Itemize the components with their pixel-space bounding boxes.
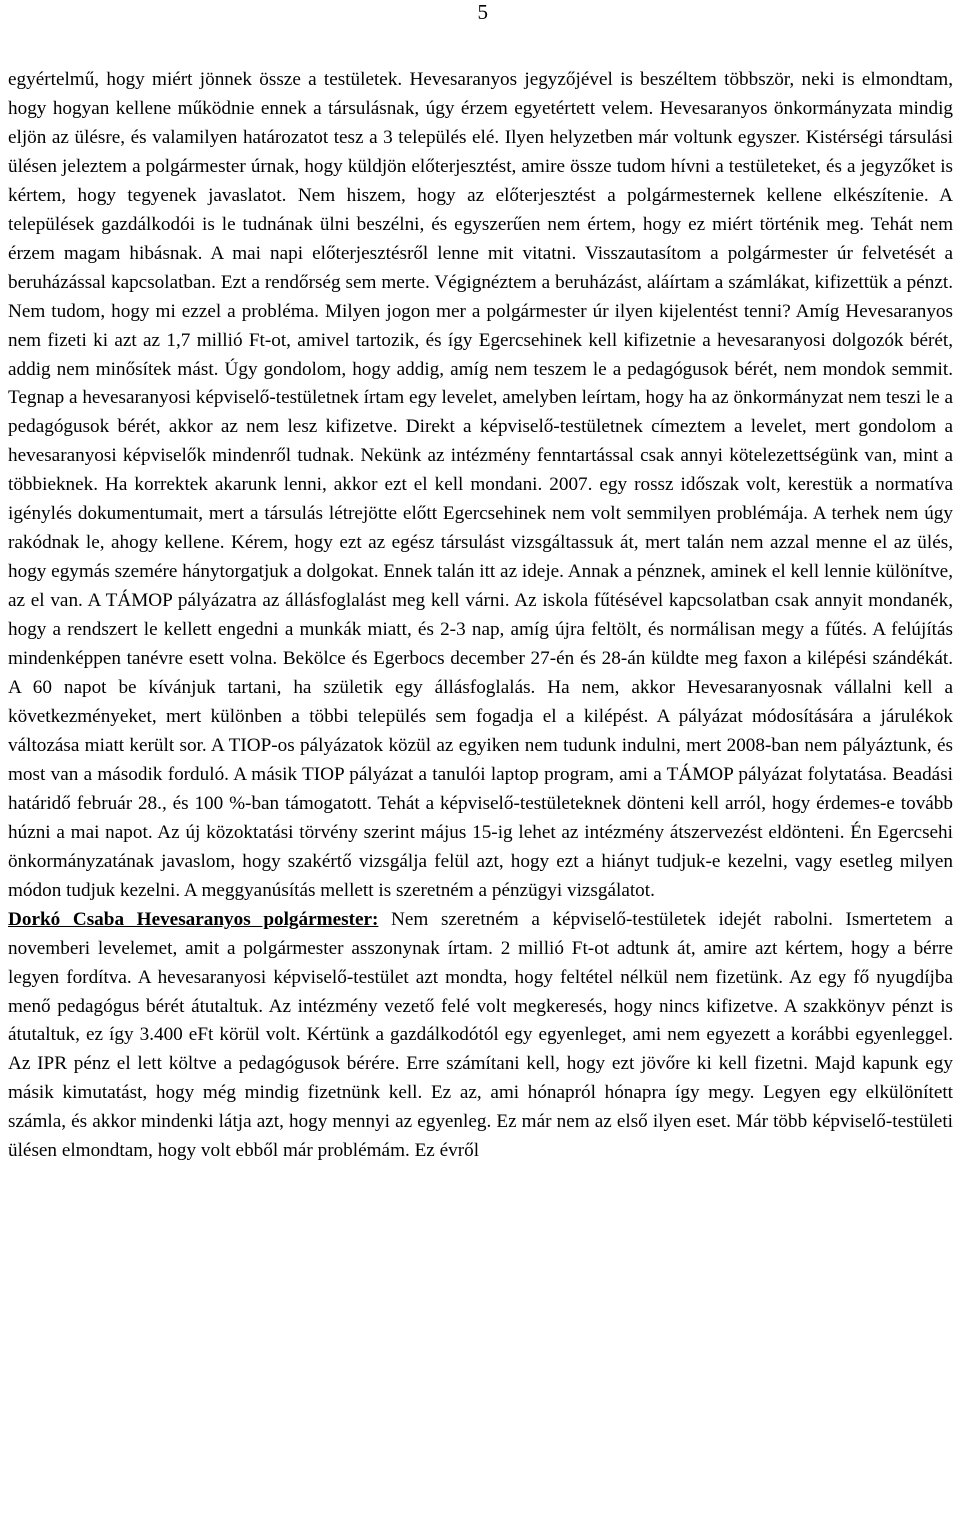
paragraph-2 — [8, 906, 953, 1167]
page-number: 5 — [477, 0, 488, 24]
speaker-name: Dorkó Csaba Hevesaranyos polgármester: — [8, 908, 379, 930]
document-body — [8, 66, 953, 1166]
paragraph-1 — [8, 66, 953, 906]
paragraph-text: Nem szeretném a képviselő-testületek idejét rabolni. Ismertetem a novemberi levelemet, amit a polgármester asszonynak írtam. 2 millió Ft-ot adtunk át, amire azt kértem, hogy a bérre legyen fordítva. A hevesaranyosi képviselő-testület azt mondta, hogy feltétel nélkül nem fizetünk. Az egy fő nyugdíjba menő pedagógus bérét átutaltuk. Az intézmény vezető felé volt megkeresés, hogy nincs kifizetve. A szakkönyv pénzt is átutaltuk, ez így 3.400 eFt körül volt. Kértünk a gazdálkodótól egy egyenleget, ami nem egyezett a korábbi egyenleggel. Az IPR pénz el lett költve a pedagógusok bérére. Erre számítani kell, hogy ezt jövőre ki kell fizetni. Majd kapunk egy másik kimutatást, hogy még mindig fizetnünk kell. Ez az, ami hónapról hónapra így megy. Legyen egy elkülönített számla, és akkor mindenki látja azt, hogy mennyi az egyenleg. Ez már nem az első ilyen eset. Már több képviselő-testületi ülésen elmondtam, hogy volt ebből már problémám. Ez évről — [8, 908, 953, 1162]
paragraph-text: egyértelmű, hogy miért jönnek össze a testületek. Hevesaranyos jegyzőjével is beszéltem többször, neki is elmondtam, hogy hogyan kellene működnie ennek a társulásnak, úgy érzem egyetértett velem. Hevesaranyos önkormányzata mindig eljön az ülésre, és valamilyen határozatot tesz a 3 település elé. Ilyen helyzetben már voltunk egyszer. Kistérségi társulási ülésen jeleztem a polgármester úrnak, hogy küldjön előterjesztést, amire össze tudom hívni a testületeket, és a jegyzőket is kértem, hogy tegyenek javaslatot. Nem hiszem, hogy az előterjesztést a polgármesternek kellene elkészítenie. A települések gazdálkodói is le tudnának ülni beszélni, és egyszerűen nem értem, hogy ez miért történik meg. Tehát nem érzem magam hibásnak. A mai napi előterjesztésről lenne mit vitatni. Visszautasítom a polgármester úr felvetését a beruházással kapcsolatban. Ezt a rendőrség sem merte. Végignéztem a beruházást, aláírtam a számlákat, kifizettük a pénzt. Nem tudom, hogy mi ezzel a probléma. Milyen jogon mer a polgármester úr ilyen kijelentést tenni? Amíg Hevesaranyos nem fizeti ki azt az 1,7 millió Ft-ot, amivel tartozik, és így Egercsehinek kell kifizetnie a hevesaranyosi dolgozók bérét, addig nem minősítek mást. Úgy gondolom, hogy addig, amíg nem teszem le a pedagógusok bérét, nem mondok semmit. Tegnap a hevesaranyosi képviselő-testületnek írtam egy levelet, amelyben leírtam, hogy ha az önkormányzat nem teszi le a pedagógusok bérét, akkor az nem lesz kifizetve. Direkt a képviselő-testületnek címeztem a levelet, mert gondolom a hevesaranyosi képviselők mindenről tudnak. Nekünk az intézmény fenntartással csak annyi kötelezettségünk van, mint a többieknek. Ha korrektek akarunk lenni, akkor ezt el kell mondani. 2007. egy rossz időszak volt, kerestük a normatíva igénylés dokumentumait, mert a társulás létrejötte előtt Egercsehinek nem volt semmilyen problémája. A terhek nem úgy rakódnak le, ahogy kellene. Kérem, hogy ezt az egész társulást vizsgáltassuk át, mert talán nem azzal menne el az ülés, hogy egymás szemére hánytorgatjuk a dolgokat. Ennek talán itt az ideje. Annak a pénznek, aminek el kell lennie különítve, az el van. A TÁMOP pályázatra az állásfoglalást meg kell várni. Az iskola fűtésével kapcsolatban csak annyit mondanék, hogy a rendszert le kellett engedni a munkák miatt, és 2-3 nap, amíg újra feltölt, és normálisan megy a fűtés. A felújítás mindenképpen tanévre esett volna. Bekölce és Egerbocs december 27-én és 28-án küldte meg faxon a kilépési szándékát. A 60 napot be kívánjuk tartani, ha születik egy állásfoglalás. Ha nem, akkor Hevesaranyosnak vállalni kell a következményeket, mert különben a többi település sem fogadja el a kilépést. A pályázat módosítására a járulékok változása miatt került sor. A TIOP-os pályázatok közül az egyiken nem tudunk indulni, mert 2008-ban nem pályáztunk, és most van a második forduló. A másik TIOP pályázat a tanulói laptop program, ami a TÁMOP pályázat folytatása. Beadási határidő február 28., és 100 %-ban támogatott. Tehát a képviselő-testületeknek dönteni kell arról, hogy érdemes-e tovább húzni a mai napot. Az új közoktatási törvény szerint május 15-ig lehet az intézmény átszervezést eldönteni. Én Egercsehi önkormányzatának javaslom, hogy szakértő vizsgálja felül azt, hogy ezt a hiányt tudjuk-e kezelni, vagy esetleg milyen módon tudjuk kezelni. A meggyanúsítás mellett is szeretném a pénzügyi vizsgálatot. — [8, 69, 953, 901]
